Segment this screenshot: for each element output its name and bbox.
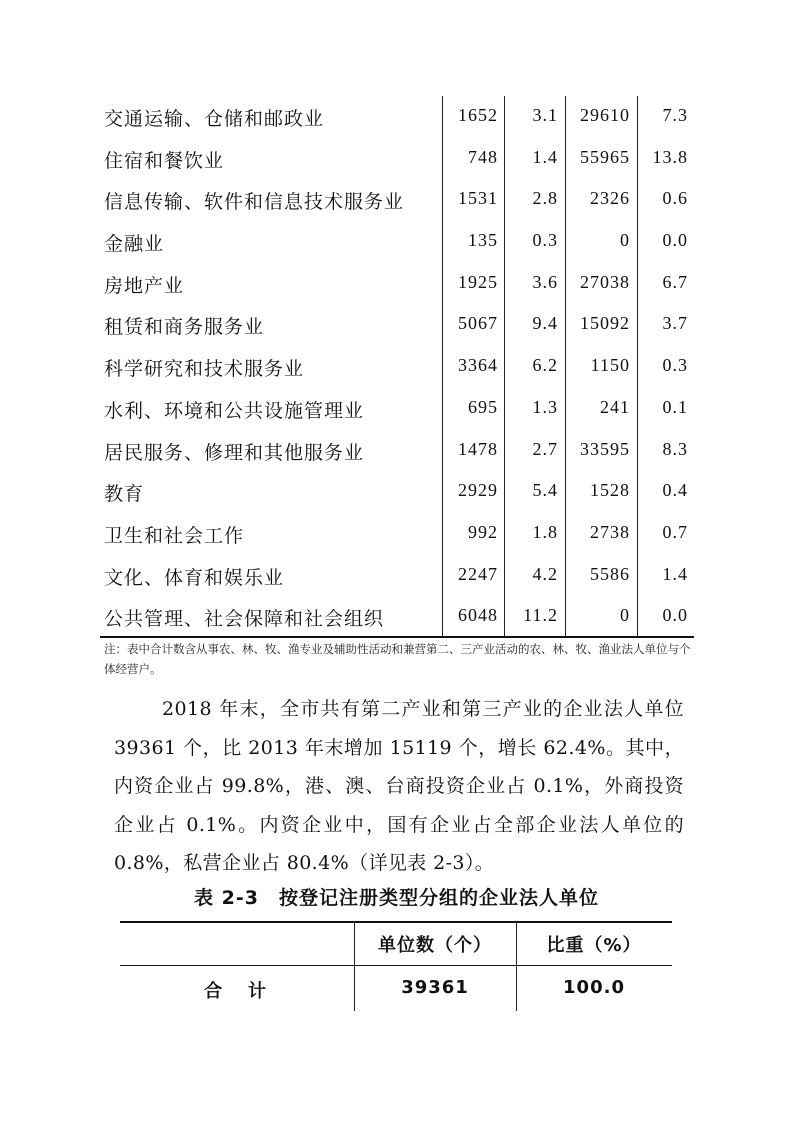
- column-divider: [504, 96, 505, 636]
- units-pct-cell: 2.8: [532, 188, 558, 209]
- total-share: 100.0: [563, 977, 625, 998]
- table-note: 注：表中合计数含从事农、林、牧、渔专业及辅助性活动和兼营第二、三产业活动的农、林、牧、渔业法人单位与个体经营户。: [104, 642, 691, 676]
- total-label: 合 计: [204, 981, 270, 1002]
- units-pct-cell: 2.7: [532, 438, 558, 459]
- units-cell: 3364: [458, 355, 498, 376]
- units-pct-cell: 4.2: [532, 563, 558, 584]
- units-pct-cell: 3.6: [532, 271, 558, 292]
- column-divider: [442, 96, 443, 636]
- units-pct-cell: 9.4: [532, 313, 558, 334]
- persons-pct-cell: 0.0: [662, 230, 688, 251]
- units-cell: 135: [468, 230, 498, 251]
- industry-name: 交通运输、仓储和邮政业: [104, 108, 325, 130]
- industry-name: 金融业: [104, 233, 165, 256]
- units-pct-cell: 1.4: [532, 146, 558, 167]
- persons-cell: 1150: [590, 355, 630, 376]
- industry-name: 住宿和餐饮业: [104, 149, 225, 172]
- persons-cell: 55965: [580, 146, 630, 167]
- persons-cell: 2326: [590, 188, 630, 209]
- table-top-rule: [120, 921, 672, 923]
- units-cell: 6048: [458, 605, 498, 626]
- persons-pct-cell: 0.0: [662, 605, 688, 626]
- industry-name: 水利、环境和公共设施管理业: [104, 399, 365, 422]
- units-cell: 1925: [458, 271, 498, 292]
- units-cell: 2247: [458, 563, 498, 584]
- table-row: [100, 179, 694, 221]
- units-cell: 992: [468, 521, 498, 542]
- table-row: [100, 388, 694, 430]
- table-row: [100, 304, 694, 346]
- table-row: [100, 555, 694, 597]
- persons-pct-cell: 0.4: [662, 480, 688, 501]
- table-row: [100, 263, 694, 305]
- units-pct-cell: 11.2: [523, 605, 558, 626]
- persons-pct-cell: 13.8: [652, 146, 688, 167]
- column-divider: [637, 96, 638, 636]
- industry-name: 居民服务、修理和其他服务业: [104, 441, 365, 464]
- units-pct-cell: 6.2: [532, 355, 558, 376]
- persons-cell: 0: [620, 230, 630, 251]
- industry-name: 教育: [104, 483, 145, 506]
- body-paragraph: 2018 年末，全市共有第二产业和第三产业的企业法人单位 39361 个，比 2013 年末增加 15119 个，增长 62.4%。其中，内资企业占 99.8%，港、澳、台商投资企业占 0.1%，外商投资企业占 0.1%。内资企业中，国有企业占全部企业法人单位的 0.8%，私营企业占 80.4%（详见表 2-3）。: [114, 698, 684, 874]
- table-row: [100, 138, 694, 180]
- units-cell: 695: [468, 396, 498, 417]
- table-row: [100, 96, 694, 138]
- persons-cell: 241: [600, 396, 630, 417]
- table-row: [100, 221, 694, 263]
- persons-pct-cell: 0.3: [662, 355, 688, 376]
- industry-name: 文化、体育和娱乐业: [104, 566, 285, 589]
- persons-cell: 15092: [580, 313, 630, 334]
- table-row: [100, 596, 694, 638]
- table-row: [100, 471, 694, 513]
- persons-pct-cell: 0.1: [662, 396, 688, 417]
- persons-cell: 33595: [580, 438, 630, 459]
- persons-cell: 27038: [580, 271, 630, 292]
- persons-pct-cell: 7.3: [662, 105, 688, 125]
- industry-name: 租赁和商务服务业: [104, 316, 265, 339]
- industry-name: 公共管理、社会保障和社会组织: [104, 608, 385, 631]
- persons-pct-cell: 8.3: [662, 438, 688, 459]
- units-cell: 1652: [458, 105, 498, 125]
- units-pct-cell: 5.4: [532, 480, 558, 501]
- industry-name: 信息传输、软件和信息技术服务业: [104, 191, 405, 214]
- persons-cell: 0: [620, 605, 630, 626]
- industry-table: [100, 96, 694, 638]
- units-pct-cell: 3.1: [532, 105, 558, 125]
- header-share: 比重（%）: [546, 935, 642, 956]
- units-cell: 1478: [458, 438, 498, 459]
- industry-name: 科学研究和技术服务业: [104, 358, 305, 381]
- total-units: 39361: [401, 977, 469, 998]
- table-caption: 表 2-3 按登记注册类型分组的企业法人单位: [194, 887, 599, 909]
- industry-name: 房地产业: [104, 274, 185, 297]
- table-row: [100, 346, 694, 388]
- units-cell: 5067: [458, 313, 498, 334]
- table-row: [100, 430, 694, 472]
- persons-pct-cell: 0.7: [662, 521, 688, 542]
- units-cell: 2929: [458, 480, 498, 501]
- units-cell: 748: [468, 146, 498, 167]
- persons-pct-cell: 1.4: [662, 563, 688, 584]
- industry-name: 卫生和社会工作: [104, 524, 245, 547]
- units-pct-cell: 1.8: [532, 521, 558, 542]
- persons-cell: 2738: [590, 521, 630, 542]
- header-rule: [120, 965, 672, 966]
- persons-cell: 5586: [590, 563, 630, 584]
- units-pct-cell: 1.3: [532, 396, 558, 417]
- table-bottom-rule: [100, 636, 694, 638]
- header-units: 单位数（个）: [378, 935, 492, 956]
- column-divider: [565, 96, 566, 636]
- units-cell: 1531: [458, 188, 498, 209]
- units-pct-cell: 0.3: [532, 230, 558, 251]
- persons-pct-cell: 3.7: [662, 313, 688, 334]
- persons-pct-cell: 0.6: [662, 188, 688, 209]
- persons-cell: 1528: [590, 480, 630, 501]
- persons-cell: 29610: [580, 105, 630, 125]
- table-row: [100, 513, 694, 555]
- persons-pct-cell: 6.7: [662, 271, 688, 292]
